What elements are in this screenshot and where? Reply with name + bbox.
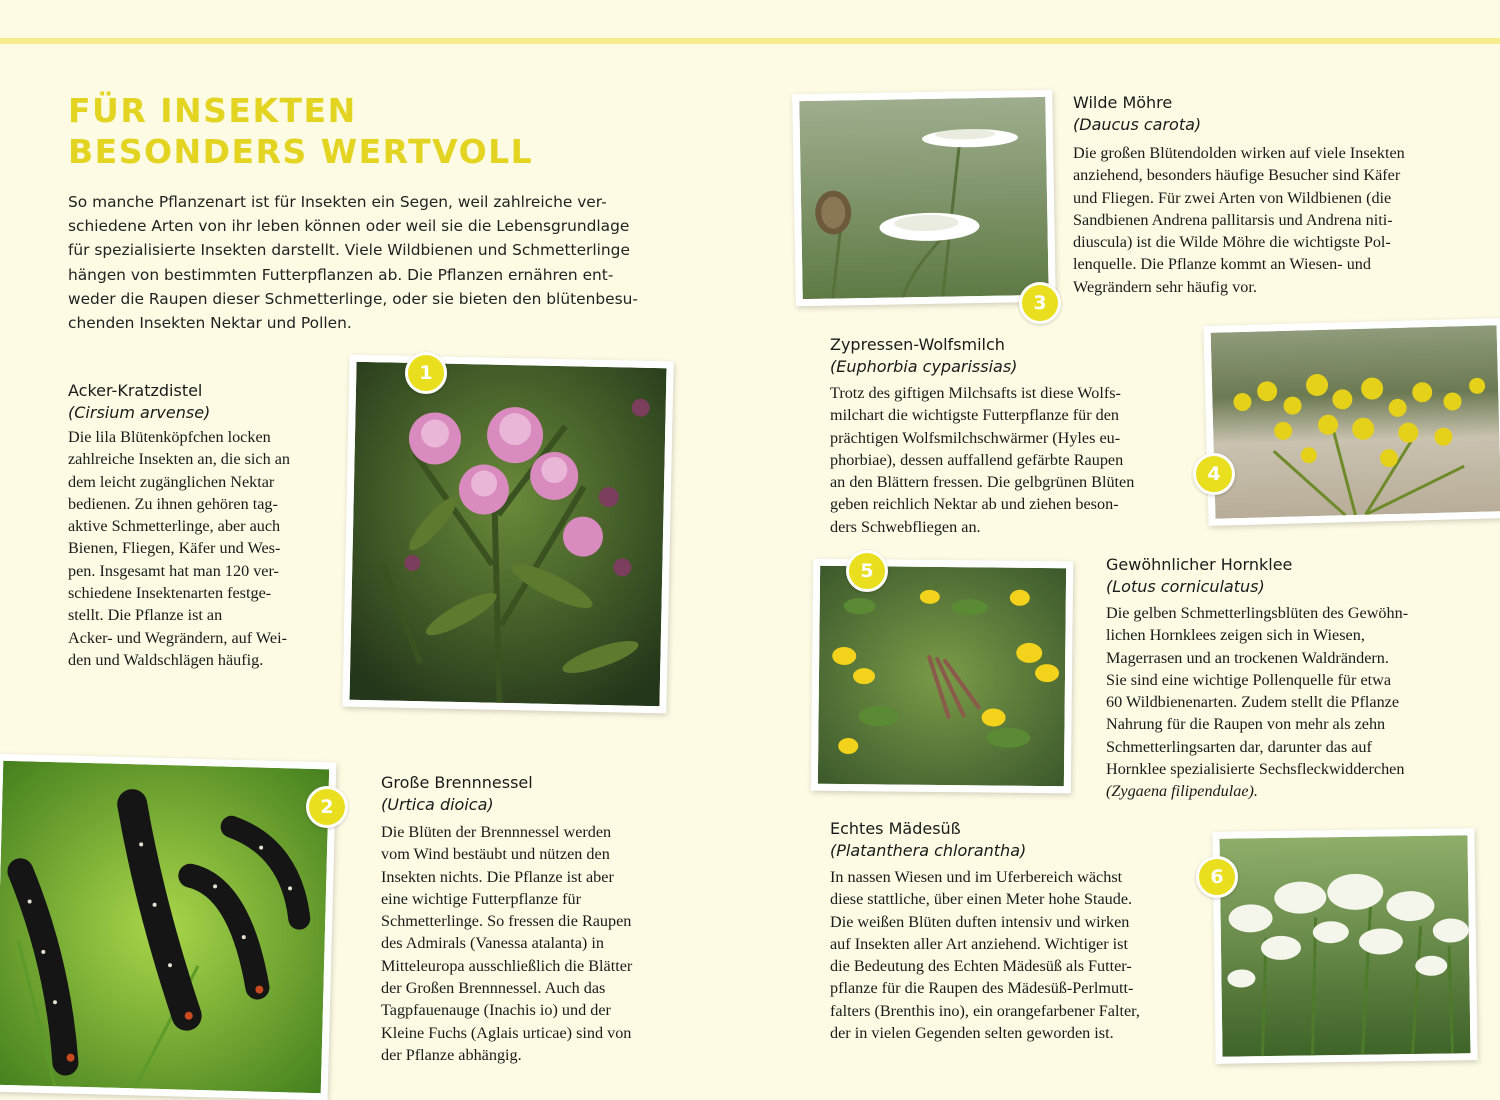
plant-2-line: der Pflanze abhängig.: [381, 1045, 522, 1064]
plant-2-line: Die Blüten der Brennnessel werden: [381, 823, 612, 841]
page-title-line: BESONDERS WERTVOLL: [68, 132, 534, 171]
plant-2-text: [381, 821, 632, 1066]
plant-6-line: der in vielen Gegenden selten geworden ist.: [830, 1024, 1114, 1043]
number-badge-1: 1: [405, 352, 447, 394]
plant-2-line: vom Wind bestäubt und nützen den: [381, 845, 610, 864]
plant-4-line: geben reichlich Nektar ab und ziehen beson-: [830, 495, 1119, 514]
number-badge-3: 3: [1019, 282, 1061, 324]
plant-3-line: Die großen Blütendolden wirken auf viele Insekten: [1073, 144, 1405, 162]
plant-2-line: eine wichtige Futterpflanze für: [381, 889, 582, 908]
plant-3-name: Wilde Möhre: [1073, 93, 1173, 112]
plant-3-line: Sandbienen Andrena pallitarsis und Andrena niti-: [1073, 210, 1393, 229]
plant-1-line: den und Waldschlägen häufig.: [68, 650, 264, 669]
plant-6-line: In nassen Wiesen und im Uferbereich wächst: [830, 868, 1123, 886]
plant-5-latin: (Lotus corniculatus): [1106, 577, 1265, 596]
plant-3-photo: [792, 90, 1056, 307]
page-title: [68, 90, 533, 172]
meadowsweet-image: [1219, 835, 1470, 1056]
plant-2-line: Kleine Fuchs (Aglais urticae) sind von: [381, 1023, 632, 1042]
number-badge-6: 6: [1196, 856, 1238, 898]
top-rule: [0, 38, 1500, 44]
plant-2-line: Schmetterlinge. So fressen die Raupen: [381, 912, 632, 931]
plant-2-name: Große Brennnessel: [381, 773, 533, 792]
plant-6-line: pflanze für die Raupen des Mädesüß-Perlmutt-: [830, 979, 1134, 998]
plant-2-photo: [0, 754, 336, 1100]
plant-4-heading: [830, 334, 1017, 378]
birdsfoot-trefoil-image: [818, 566, 1066, 787]
number-badge-5: 5: [846, 550, 888, 592]
plant-1-name: Acker-Kratzdistel: [68, 381, 203, 400]
intro-line: hängen von bestimmten Futterpflanzen ab. Die Pflanzen ernähren ent-: [68, 265, 614, 284]
intro-line: So manche Pflanzenart ist für Insekten ein Segen, weil zahlreiche ver-: [68, 193, 607, 211]
plant-6-photo: [1212, 828, 1477, 1064]
plant-5-line: Die gelben Schmetterlingsblüten des Gewöhn-: [1106, 604, 1409, 622]
plant-2-line: Tagpfauenauge (Inachis io) und der: [381, 1001, 611, 1020]
intro-paragraph: [68, 190, 668, 335]
number-badge-2: 2: [306, 786, 348, 828]
caterpillars-image: [0, 761, 329, 1093]
wild-carrot-image: [799, 97, 1048, 299]
number-badge-4: 4: [1193, 453, 1235, 495]
plant-3-line: diuscula) ist die Wilde Möhre die wichtigste Pol-: [1073, 233, 1391, 252]
plant-4-line: ders Schwebfliegen an.: [830, 517, 981, 536]
plant-2-line: Mitteleuropa ausschließlich die Blätter: [381, 956, 633, 975]
plant-1-line: pen. Insgesamt hat man 120 ver-: [68, 561, 279, 580]
plant-5-line: Sie sind eine wichtige Pollenquelle für etwa: [1106, 670, 1392, 689]
plant-4-latin: (Euphorbia cyparissias): [830, 357, 1018, 376]
plant-5-line: Hornklee spezialisierte Sechsfleckwidderchen: [1106, 760, 1405, 779]
plant-3-text: [1073, 142, 1405, 298]
plant-3-line: lenquelle. Die Pflanze kommt an Wiesen- und: [1073, 255, 1371, 274]
plant-3-line: anziehend, besonders häufige Besucher sind Käfer: [1073, 166, 1401, 185]
plant-6-line: die Bedeutung des Echten Mädesüß als Futter-: [830, 957, 1132, 976]
plant-5-line: Nahrung für die Raupen von mehr als zehn: [1106, 715, 1386, 734]
plant-1-line: Acker- und Wegrändern, auf Wei-: [68, 628, 287, 647]
plant-4-line: milchart die wichtigste Futterpflanze für den: [830, 406, 1120, 425]
plant-4-photo: [1203, 318, 1500, 526]
intro-line: für spezialisierte Insekten darstellt. Viele Wildbienen und Schmetterlinge: [68, 241, 630, 260]
plant-5-line: 60 Wildbienenarten. Zudem stellt die Pflanze: [1106, 693, 1400, 712]
plant-1-line: Bienen, Fliegen, Käfer und Wes-: [68, 539, 281, 558]
plant-6-heading: [830, 818, 1026, 862]
plant-6-line: auf Insekten aller Art anziehend. Wichtiger ist: [830, 934, 1128, 953]
plant-5-name: Gewöhnlicher Hornklee: [1106, 555, 1293, 574]
plant-1-line: schiedene Insektenarten festge-: [68, 584, 272, 603]
plant-1-line: Die lila Blütenköpfchen locken: [68, 428, 271, 446]
plant-3-line: Wegrändern sehr häufig vor.: [1073, 277, 1257, 296]
intro-line: weder die Raupen dieser Schmetterlinge, oder sie bieten den blütenbesu-: [68, 289, 638, 308]
plant-6-name: Echtes Mädesüß: [830, 819, 961, 838]
plant-4-line: prächtigen Wolfsmilchschwärmer (Hyles eu-: [830, 428, 1121, 447]
plant-5-heading: [1106, 554, 1292, 598]
plant-5-line: Magerrasen und an trockenen Waldrändern.: [1106, 648, 1389, 667]
plant-3-heading: [1073, 92, 1201, 136]
plant-1-text: [68, 426, 290, 671]
plant-1-line: aktive Schmetterlinge, aber auch: [68, 517, 281, 536]
intro-line: schiedene Arten von ihr leben können oder weil sie die Lebensgrundlage: [68, 217, 630, 236]
page-title-line: FÜR INSEKTEN: [68, 91, 357, 130]
plant-5-photo: [811, 559, 1073, 794]
plant-3-latin: (Daucus carota): [1073, 115, 1202, 134]
plant-1-line: dem leicht zugänglichen Nektar: [68, 472, 275, 491]
plant-4-line: Trotz des giftigen Milchsafts ist diese Wolfs-: [830, 384, 1121, 402]
plant-4-text: [830, 382, 1134, 538]
plant-1-line: zahlreiche Insekten an, die sich an: [68, 450, 291, 469]
plant-2-line: Insekten nichts. Die Pflanze ist aber: [381, 867, 614, 886]
plant-5-line: Schmetterlingsarten dar, darunter das auf: [1106, 737, 1372, 756]
thistle-image: [349, 362, 666, 706]
plant-1-line: stellt. Die Pflanze ist an: [68, 606, 223, 625]
plant-4-name: Zypressen-Wolfsmilch: [830, 335, 1005, 354]
plant-6-line: diese stattliche, über einen Meter hohe Staude.: [830, 890, 1133, 909]
plant-2-line: des Admirals (Vanessa atalanta) in: [381, 934, 604, 953]
plant-6-latin: (Platanthera chlorantha): [830, 841, 1027, 860]
plant-4-line: phorbiae), dessen auffallend gefärbte Raupen: [830, 450, 1124, 469]
plant-2-line: der Großen Brennnessel. Auch das: [381, 979, 606, 998]
plant-3-line: und Fliegen. Für zwei Arten von Wildbienen (die: [1073, 188, 1392, 207]
cypress-spurge-image: [1211, 325, 1500, 518]
plant-6-text: [830, 866, 1140, 1044]
intro-line: chenden Insekten Nektar und Pollen.: [68, 314, 352, 333]
plant-1-photo: [342, 355, 673, 714]
plant-5-line: lichen Hornklees zeigen sich in Wiesen,: [1106, 626, 1365, 645]
plant-2-latin: (Urtica dioica): [381, 795, 494, 814]
plant-5-line: (Zygaena filipendulae).: [1106, 782, 1258, 801]
plant-5-text: [1106, 602, 1408, 803]
plant-1-latin: (Cirsium arvense): [68, 403, 211, 422]
plant-6-line: Die weißen Blüten duften intensiv und wirken: [830, 912, 1130, 931]
plant-4-line: an den Blättern fressen. Die gelbgrünen Blüten: [830, 473, 1135, 492]
plant-6-line: falters (Brenthis ino), ein orangefarbener Falter,: [830, 1001, 1140, 1020]
plant-1-heading: [68, 380, 210, 424]
plant-2-heading: [381, 772, 533, 816]
plant-1-line: bedienen. Zu ihnen gehören tag-: [68, 494, 278, 513]
